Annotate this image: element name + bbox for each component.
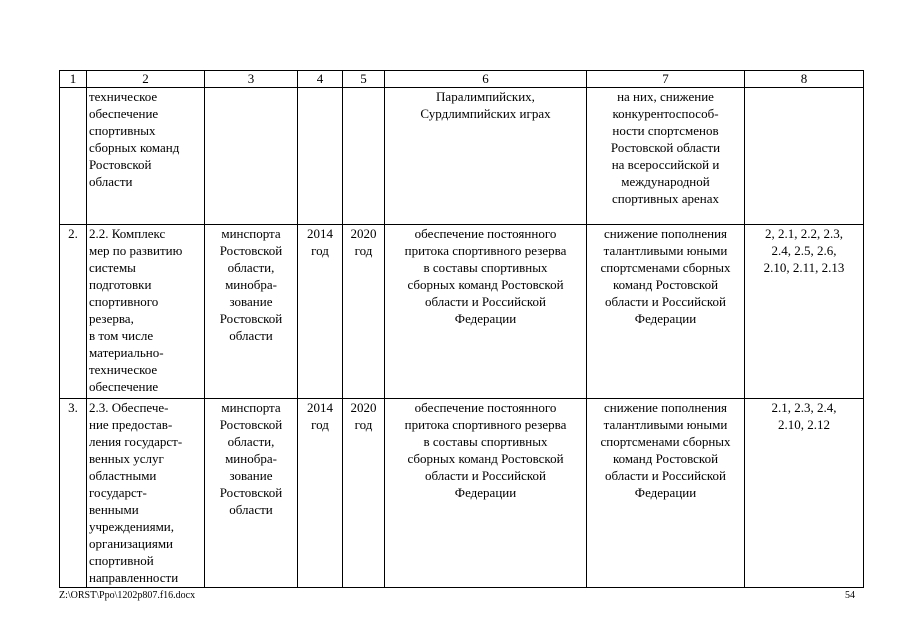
indicators-cell: [745, 88, 864, 225]
cell-line: талантливыми юными: [603, 417, 728, 432]
cell-line: 3.: [68, 400, 78, 415]
cell-line: подготовки: [89, 277, 152, 292]
cell-line: области,: [227, 260, 275, 275]
cell-line: команд Ростовской: [612, 451, 719, 466]
cell-line: год: [311, 417, 329, 432]
cell-line: Федерации: [454, 485, 517, 500]
cell-line: 2020: [350, 226, 377, 241]
cell-line: Ростовской: [219, 311, 283, 326]
cell-line: 2.10, 2.12: [778, 417, 830, 432]
end-year-cell: [343, 88, 385, 225]
file-path: Z:\ORST\Ppo\1202p807.f16.docx: [59, 590, 196, 601]
cell-line: области и Российской: [605, 468, 726, 483]
consequences-cell: [587, 88, 745, 225]
end-year-cell: [343, 225, 385, 399]
cell-line: снижение пополнения: [603, 400, 728, 415]
cell-line: области: [89, 174, 133, 189]
header-cell: 1: [60, 71, 87, 88]
cell-line: на всероссийской и: [611, 157, 720, 172]
cell-line: Федерации: [634, 485, 697, 500]
indicators-cell: [745, 225, 864, 399]
cell-line: техническое: [89, 362, 158, 377]
cell-line: резерва,: [89, 311, 134, 326]
cell-line: техническое: [89, 89, 158, 104]
cell-line: Федерации: [454, 311, 517, 326]
start-year-cell: [298, 399, 343, 588]
cell-line: спортсменами сборных: [600, 260, 731, 275]
cell-line: 2, 2.1, 2.2, 2.3,: [765, 226, 843, 241]
cell-line: 2.3. Обеспече-: [89, 400, 169, 415]
header-cell: 6: [385, 71, 587, 88]
cell-line: Паралимпийских,: [436, 89, 535, 104]
cell-line: снижение пополнения: [603, 226, 728, 241]
cell-line: 2014: [307, 226, 333, 241]
program-table: [59, 70, 864, 588]
cell-line: материально-: [89, 345, 164, 360]
cell-line: в составы спортивных: [423, 434, 548, 449]
cell-line: Ростовской: [219, 243, 283, 258]
header-cell: 8: [745, 71, 864, 88]
cell-line: обеспечение: [89, 379, 159, 394]
cell-line: 2.1, 2.3, 2.4,: [771, 400, 837, 415]
cell-line: венными: [89, 502, 139, 517]
indicators-cell: [745, 399, 864, 588]
cell-line: спортивного: [89, 294, 159, 309]
cell-line: организациями: [89, 536, 173, 551]
cell-line: государст-: [89, 485, 147, 500]
cell-line: области: [229, 502, 273, 517]
cell-line: ности спортсменов: [612, 123, 719, 138]
cell-line: области и Российской: [425, 294, 546, 309]
cell-line: спортсменами сборных: [600, 434, 731, 449]
cell-line: 2.2. Комплекс: [89, 226, 166, 241]
row-number-cell: [60, 399, 87, 588]
cell-line: год: [354, 417, 373, 432]
cell-line: минспорта: [221, 400, 281, 415]
measure-name-cell: [87, 399, 205, 588]
cell-line: областными: [89, 468, 157, 483]
cell-line: венных услуг: [89, 451, 164, 466]
cell-line: международной: [621, 174, 710, 189]
cell-line: минобра-: [225, 277, 277, 292]
cell-line: сборных команд: [89, 140, 180, 155]
consequences-cell: [587, 225, 745, 399]
cell-line: области и Российской: [605, 294, 726, 309]
cell-line: спортивной: [89, 553, 154, 568]
cell-line: 2020: [350, 400, 377, 415]
row-number-cell: [60, 225, 87, 399]
cell-line: в составы спортивных: [423, 260, 548, 275]
header-row: [60, 71, 864, 88]
table-row: [60, 225, 864, 399]
header-cell: 2: [87, 71, 205, 88]
cell-line: Ростовской области: [610, 140, 721, 155]
header-cell: 4: [298, 71, 343, 88]
cell-line: сборных команд Ростовской: [407, 451, 564, 466]
cell-line: Федерации: [634, 311, 697, 326]
cell-line: области и Российской: [425, 468, 546, 483]
cell-line: притока спортивного резерва: [404, 417, 567, 432]
cell-line: Ростовской: [219, 417, 283, 432]
cell-line: обеспечение: [89, 106, 159, 121]
consequences-cell: [587, 399, 745, 588]
cell-line: ние предостав-: [89, 417, 173, 432]
cell-line: сборных команд Ростовской: [407, 277, 564, 292]
executor-cell: [205, 225, 298, 399]
executor-cell: [205, 88, 298, 225]
expected-result-cell: [385, 88, 587, 225]
cell-line: конкурентоспособ-: [612, 106, 719, 121]
cell-line: области: [229, 328, 273, 343]
cell-line: мер по развитию: [89, 243, 183, 258]
table-row: [60, 88, 864, 225]
start-year-cell: [298, 225, 343, 399]
cell-line: 2.: [68, 226, 78, 241]
header-cell: 5: [343, 71, 385, 88]
measure-name-cell: [87, 88, 205, 225]
cell-line: 2014: [307, 400, 333, 415]
cell-line: обеспечение постоянного: [414, 400, 557, 415]
expected-result-cell: [385, 399, 587, 588]
cell-line: спортивных: [89, 123, 156, 138]
cell-line: притока спортивного резерва: [404, 243, 567, 258]
cell-line: 2.10, 2.11, 2.13: [763, 260, 845, 275]
page-number: 54: [845, 590, 855, 601]
cell-line: 2.4, 2.5, 2.6,: [771, 243, 837, 258]
cell-line: Ростовской: [219, 485, 283, 500]
cell-line: в том числе: [89, 328, 154, 343]
cell-line: спортивных аренах: [611, 191, 720, 206]
start-year-cell: [298, 88, 343, 225]
table-row: [60, 399, 864, 588]
measure-name-cell: [87, 225, 205, 399]
expected-result-cell: [385, 225, 587, 399]
cell-line: талантливыми юными: [603, 243, 728, 258]
cell-line: зование: [229, 294, 273, 309]
header-cell: 3: [205, 71, 298, 88]
cell-line: год: [311, 243, 329, 258]
cell-line: Сурдлимпийских играх: [420, 106, 551, 121]
cell-line: минобра-: [225, 451, 277, 466]
executor-cell: [205, 399, 298, 588]
row-number-cell: [60, 88, 87, 225]
cell-line: год: [354, 243, 373, 258]
cell-line: зование: [229, 468, 273, 483]
cell-line: на них, снижение: [617, 89, 714, 104]
cell-line: Ростовской: [89, 157, 152, 172]
cell-line: минспорта: [221, 226, 281, 241]
cell-line: обеспечение постоянного: [414, 226, 557, 241]
end-year-cell: [343, 399, 385, 588]
cell-line: направленности: [89, 570, 179, 585]
header-cell: 7: [587, 71, 745, 88]
cell-line: области,: [227, 434, 275, 449]
cell-line: ления государст-: [89, 434, 183, 449]
cell-line: системы: [89, 260, 136, 275]
cell-line: учреждениями,: [89, 519, 175, 534]
cell-line: команд Ростовской: [612, 277, 719, 292]
